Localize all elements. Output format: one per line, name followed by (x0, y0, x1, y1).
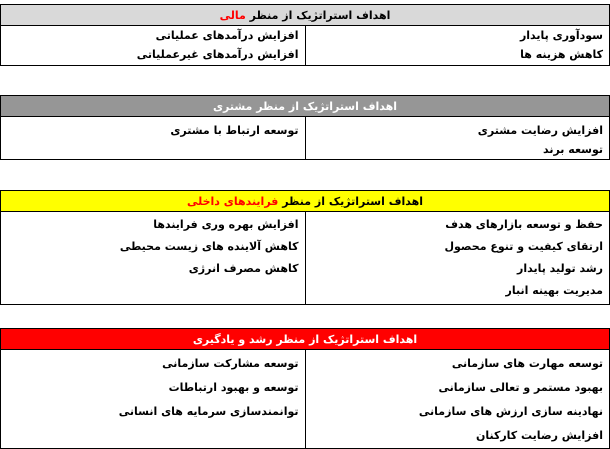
list-item: افزایش درآمدهای غیرعملیاتی (136, 47, 299, 61)
internal-title-prefix: اهداف استراتژیک از منظر (282, 194, 424, 208)
list-item: توسعه برند (542, 142, 603, 156)
list-item: توانمندسازی سرمایه های انسانی (118, 405, 299, 418)
customer-header (1, 96, 610, 117)
customer-left-column (1, 117, 306, 160)
list-item: بهبود مستمر و تعالی سازمانی (438, 381, 603, 394)
growth-title-prefix: اهداف استراتژیک از منظر (276, 332, 418, 346)
growth-right-column (305, 350, 610, 449)
growth-header (1, 329, 610, 350)
list-item: توسعه مهارت های سازمانی (451, 357, 603, 370)
internal-left-column (1, 212, 306, 305)
list-item: افزایش رضایت مشتری (477, 124, 603, 137)
customer-right-column (305, 117, 610, 160)
internal-perspective-table (0, 190, 610, 305)
financial-title-highlight: مالی (219, 8, 246, 22)
internal-header (1, 191, 610, 212)
growth-perspective-table (0, 328, 610, 449)
list-item: کاهش آلاینده های زیست محیطی (119, 240, 299, 253)
internal-title-highlight: فرایندهای داخلی (186, 194, 279, 208)
customer-title-highlight: مشتری (212, 99, 253, 113)
list-item: حفظ و توسعه بازارهای هدف (445, 218, 603, 231)
list-item: کاهش مصرف انرژی (188, 262, 299, 275)
list-item: افزایش درآمدهای عملیاتی (155, 29, 299, 42)
list-item: مدیریت بهینه انبار (505, 284, 603, 297)
list-item: سودآوری پایدار (519, 29, 603, 42)
list-item: توسعه و بهبود ارتباطات (168, 381, 299, 394)
growth-title-highlight: رشد و یادگیری (192, 332, 273, 346)
list-item: افزایش رضایت کارکنان (475, 429, 603, 442)
internal-right-column (305, 212, 610, 305)
financial-right-column (305, 26, 610, 66)
list-item: رشد تولید پایدار (516, 262, 603, 275)
list-item: نهادینه سازی ارزش های سازمانی (418, 405, 603, 418)
list-item: توسعه مشارکت سازمانی (162, 357, 299, 370)
list-item: افزایش بهره وری فرایندها (153, 218, 299, 231)
financial-header (1, 5, 610, 26)
customer-perspective-table (0, 95, 610, 160)
financial-left-column (1, 26, 306, 66)
financial-perspective-table (0, 4, 610, 66)
list-item: توسعه ارتباط با مشتری (170, 124, 299, 137)
financial-title-prefix: اهداف استراتژیک از منظر (249, 8, 391, 22)
list-item: ارتقای کیفیت و تنوع محصول (444, 240, 603, 253)
list-item: کاهش هزینه ها (520, 47, 603, 61)
growth-left-column (1, 350, 306, 449)
customer-title-prefix: اهداف استراتژیک از منظر (256, 99, 398, 113)
